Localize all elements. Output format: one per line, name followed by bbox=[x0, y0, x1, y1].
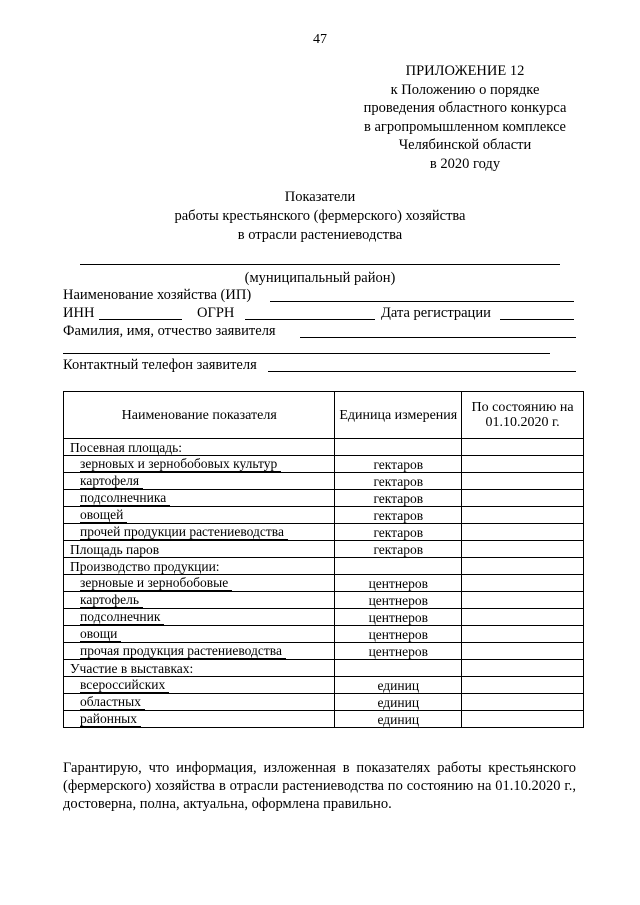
appendix-line: проведения областного конкурса bbox=[363, 100, 567, 116]
value-cell[interactable] bbox=[462, 524, 584, 541]
unit-cell bbox=[335, 575, 462, 592]
indicator-name: подсолнечник bbox=[80, 609, 164, 625]
indicator-name: всероссийских bbox=[80, 677, 169, 693]
indicator-name-cell bbox=[64, 575, 335, 592]
indicator-name-cell bbox=[64, 456, 335, 473]
appendix-line: к Положению о порядке bbox=[390, 81, 540, 98]
indicator-name: картофеля bbox=[80, 473, 143, 489]
unit-label: гектаров bbox=[373, 474, 424, 489]
contact-phone-field[interactable] bbox=[268, 371, 576, 372]
value-cell[interactable] bbox=[462, 439, 584, 456]
table-row bbox=[64, 609, 584, 626]
value-cell[interactable] bbox=[462, 609, 584, 626]
indicator-name-cell bbox=[64, 660, 335, 677]
indicator-name-cell bbox=[64, 609, 335, 626]
unit-label: гектаров bbox=[373, 525, 424, 540]
table-row bbox=[64, 456, 584, 473]
unit-label: гектаров bbox=[373, 491, 424, 506]
appendix-title: ПРИЛОЖЕНИЕ 12 bbox=[405, 63, 525, 79]
unit-label: центнеров bbox=[368, 593, 428, 608]
unit-label: центнеров bbox=[368, 576, 428, 591]
unit-cell bbox=[335, 592, 462, 609]
municipal-district-caption: (муниципальный район) bbox=[244, 270, 396, 286]
applicant-name-field[interactable] bbox=[300, 337, 576, 338]
value-cell[interactable] bbox=[462, 626, 584, 643]
document-title bbox=[0, 188, 640, 245]
value-cell[interactable] bbox=[462, 575, 584, 592]
table-row bbox=[64, 592, 584, 609]
unit-cell bbox=[335, 439, 462, 456]
indicator-name: зерновых и зернобобовых культур bbox=[80, 456, 281, 472]
applicant-name-field-line2[interactable] bbox=[63, 353, 550, 354]
unit-cell bbox=[335, 626, 462, 643]
indicator-name: овощей bbox=[80, 507, 127, 523]
table-row bbox=[64, 677, 584, 694]
indicator-name: Площадь паров bbox=[70, 542, 160, 557]
unit-label: единиц bbox=[377, 678, 420, 693]
indicator-name: областных bbox=[80, 694, 145, 710]
unit-cell bbox=[335, 694, 462, 711]
table-row bbox=[64, 490, 584, 507]
unit-cell bbox=[335, 490, 462, 507]
indicator-name: овощи bbox=[80, 626, 121, 642]
value-cell[interactable] bbox=[462, 694, 584, 711]
value-cell[interactable] bbox=[462, 490, 584, 507]
guarantee-statement: Гарантирую, что информация, изложенная в показателях работы крестьянского (фермерского) хозяйства в отрасли растениеводства по состоянию на 01.10.2020 г., достоверна, полна, актуальна, оформлена правильно. bbox=[63, 760, 576, 812]
unit-label: гектаров bbox=[373, 508, 424, 523]
unit-cell bbox=[335, 541, 462, 558]
table-row bbox=[64, 507, 584, 524]
registration-date-field[interactable] bbox=[500, 319, 574, 320]
value-cell[interactable] bbox=[462, 558, 584, 575]
ogrn-field[interactable] bbox=[245, 319, 375, 320]
unit-cell bbox=[335, 507, 462, 524]
value-cell[interactable] bbox=[462, 660, 584, 677]
table-row bbox=[64, 660, 584, 677]
indicator-name-cell bbox=[64, 541, 335, 558]
value-cell[interactable] bbox=[462, 677, 584, 694]
table-header-row bbox=[64, 392, 584, 439]
table-row bbox=[64, 694, 584, 711]
indicator-name: Производство продукции: bbox=[70, 559, 220, 574]
municipal-district-field[interactable] bbox=[80, 264, 560, 265]
contact-phone-label: Контактный телефон заявителя bbox=[63, 357, 257, 373]
title-line: в отрасли растениеводства bbox=[237, 227, 403, 243]
unit-cell bbox=[335, 558, 462, 575]
unit-label: единиц bbox=[377, 695, 420, 710]
value-cell[interactable] bbox=[462, 473, 584, 490]
indicator-name-cell bbox=[64, 592, 335, 609]
indicator-name-cell bbox=[64, 507, 335, 524]
value-cell[interactable] bbox=[462, 541, 584, 558]
appendix-block bbox=[340, 62, 590, 173]
unit-cell bbox=[335, 456, 462, 473]
ogrn-label: ОГРН bbox=[197, 305, 235, 321]
indicator-name-cell bbox=[64, 490, 335, 507]
indicator-name-cell bbox=[64, 626, 335, 643]
table-body bbox=[64, 439, 584, 728]
value-cell[interactable] bbox=[462, 711, 584, 728]
farm-name-field[interactable] bbox=[270, 301, 574, 302]
page-number: 47 bbox=[313, 32, 327, 47]
table-row bbox=[64, 439, 584, 456]
registration-date-label: Дата регистрации bbox=[381, 305, 491, 321]
indicator-name-cell bbox=[64, 473, 335, 490]
indicator-name-cell bbox=[64, 643, 335, 660]
indicator-name: районных bbox=[80, 711, 141, 727]
unit-label: гектаров bbox=[373, 542, 424, 557]
unit-label: центнеров bbox=[368, 644, 428, 659]
unit-label: центнеров bbox=[368, 627, 428, 642]
table-row bbox=[64, 575, 584, 592]
table-row bbox=[64, 524, 584, 541]
indicator-name: Участие в выставках: bbox=[70, 661, 194, 676]
unit-cell bbox=[335, 660, 462, 677]
indicator-name: Посевная площадь: bbox=[70, 440, 183, 455]
unit-cell bbox=[335, 711, 462, 728]
indicator-name: прочая продукция растениеводства bbox=[80, 643, 286, 659]
indicator-name-cell bbox=[64, 694, 335, 711]
header-value: По состоянию на 01.10.2020 г. bbox=[462, 392, 584, 439]
table-row bbox=[64, 711, 584, 728]
applicant-name-label: Фамилия, имя, отчество заявителя bbox=[63, 323, 276, 339]
indicator-name: прочей продукции растениеводства bbox=[80, 524, 288, 540]
appendix-line: в агропромышленном комплексе bbox=[363, 118, 566, 135]
unit-cell bbox=[335, 677, 462, 694]
farm-name-label: Наименование хозяйства (ИП) bbox=[63, 287, 252, 303]
title-line: Показатели bbox=[284, 189, 356, 205]
indicator-name-cell bbox=[64, 524, 335, 541]
indicators-table bbox=[63, 391, 584, 728]
inn-label: ИНН bbox=[63, 305, 95, 321]
table-row bbox=[64, 626, 584, 643]
indicator-name: картофель bbox=[80, 592, 143, 608]
header-unit: Единица измерения bbox=[335, 392, 462, 439]
title-line: работы крестьянского (фермерского) хозяйства bbox=[174, 208, 466, 224]
indicator-name-cell bbox=[64, 677, 335, 694]
value-cell[interactable] bbox=[462, 456, 584, 473]
table-row bbox=[64, 473, 584, 490]
value-cell[interactable] bbox=[462, 643, 584, 660]
appendix-line: Челябинской области bbox=[398, 137, 532, 153]
indicator-name: зерновые и зернобобовые bbox=[80, 575, 232, 591]
unit-cell bbox=[335, 643, 462, 660]
value-cell[interactable] bbox=[462, 592, 584, 609]
indicator-name-cell bbox=[64, 439, 335, 456]
table-row bbox=[64, 541, 584, 558]
unit-label: единиц bbox=[377, 712, 420, 727]
unit-label: гектаров bbox=[373, 457, 424, 472]
unit-label: центнеров bbox=[368, 610, 428, 625]
unit-cell bbox=[335, 609, 462, 626]
indicator-name-cell bbox=[64, 558, 335, 575]
indicator-name: подсолнечника bbox=[80, 490, 170, 506]
appendix-line: в 2020 году bbox=[429, 155, 501, 172]
inn-field[interactable] bbox=[99, 319, 182, 320]
table-row bbox=[64, 643, 584, 660]
unit-cell bbox=[335, 473, 462, 490]
header-indicator-name: Наименование показателя bbox=[64, 392, 335, 439]
unit-cell bbox=[335, 524, 462, 541]
table-row bbox=[64, 558, 584, 575]
indicator-name-cell bbox=[64, 711, 335, 728]
value-cell[interactable] bbox=[462, 507, 584, 524]
